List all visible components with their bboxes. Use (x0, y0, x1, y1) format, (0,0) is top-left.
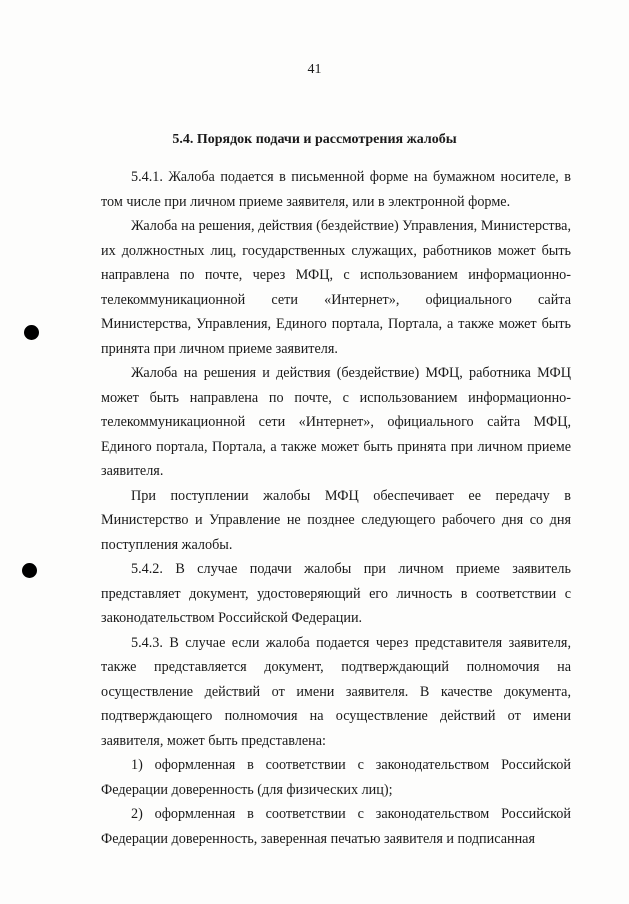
paragraph: 1) оформленная в соответствии с законодательством Российской Федерации доверенность (для физических лиц); (101, 757, 571, 798)
body-text (101, 165, 571, 851)
paragraph: При поступлении жалобы МФЦ обеспечивает ее передачу в Министерство и Управление не позднее следующего рабочего дня со дня поступления жалобы. (101, 487, 571, 553)
page-number: 41 (307, 62, 322, 77)
section-title: 5.4. Порядок подачи и рассмотрения жалобы (172, 132, 457, 147)
paragraph: 5.4.1. Жалоба подается в письменной форме на бумажном носителе, в том числе при личном приеме заявителя, или в электронной форме. (101, 169, 571, 210)
paragraph: 5.4.3. В случае если жалоба подается через представителя заявителя, также представляется документ, подтверждающий полномочия на осуществление действий от имени заявителя. В качестве документа, подтверждающего полномочия на осуществление действий от имени заявителя, может быть представлена: (101, 634, 571, 749)
punch-hole-mark (22, 563, 37, 578)
paragraph: 5.4.2. В случае подачи жалобы при личном приеме заявитель представляет документ, удостоверяющий его личность в соответствии с законодательством Российской Федерации. (101, 561, 571, 626)
paragraph: 2) оформленная в соответствии с законодательством Российской Федерации доверенность, заверенная печатью заявителя и подписанная (101, 806, 571, 847)
paragraph: Жалоба на решения, действия (бездействие) Управления, Министерства, их должностных лиц, государственных служащих, работников может быть направлена по почте, через МФЦ, с использованием информационно-телекоммуникационной сети «Интернет», официального сайта Министерства, Управления, Единого портала, Портала, а также может быть принята при личном приеме заявителя. (101, 218, 571, 357)
paragraph: Жалоба на решения и действия (бездействие) МФЦ, работника МФЦ может быть направлена по почте, с использованием информационно-телекоммуникационной сети «Интернет», официального сайта МФЦ, Единого портала, Портала, а также может быть принята при личном приеме заявителя. (101, 365, 571, 479)
punch-hole-mark (24, 325, 39, 340)
